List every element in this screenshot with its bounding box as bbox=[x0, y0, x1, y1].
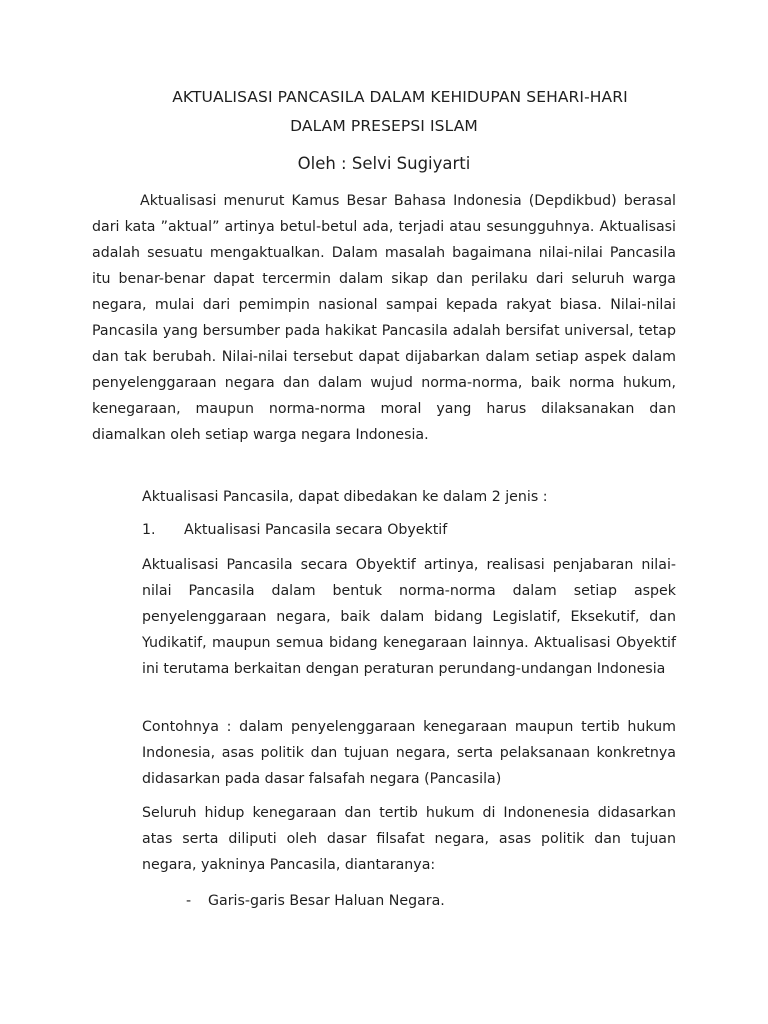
paragraph-intro bbox=[92, 188, 676, 448]
document-title-line2: DALAM PRESEPSI ISLAM bbox=[290, 117, 478, 135]
bullet-item-text: Garis-garis Besar Haluan Negara. bbox=[208, 893, 445, 909]
bullet-list-item bbox=[186, 888, 676, 914]
author-line: Oleh : Selvi Sugiyarti bbox=[297, 154, 471, 173]
document-title-line1: AKTUALISASI PANCASILA DALAM KEHIDUPAN SEHARI-HARI bbox=[172, 88, 628, 106]
paragraph-objective: Aktualisasi Pancasila secara Obyektif artinya, realisasi penjabaran nilai-nilai Pancasila dalam bentuk norma-norma dalam setiap aspek penyelenggaraan negara, baik dalam bidang Legislatif, Eksekutif, dan Yudikatif, maupun semua bidang kenegaraan lainnya. Aktualisasi Obyektif ini terutama berkaitan dengan peraturan perundang-undangan Indonesia bbox=[142, 557, 676, 677]
bullet-dash: - bbox=[186, 893, 192, 909]
list-item-text: Aktualisasi Pancasila secara Obyektif bbox=[184, 522, 448, 538]
paragraph-intro-text: Aktualisasi menurut Kamus Besar Bahasa Indonesia (Depdikbud) berasal dari kata ”aktual” artinya betul-betul ada, terjadi atau sesungguhnya. Aktualisasi adalah sesuatu mengaktualkan. Dalam masalah bagaimana nilai-nilai Pancasila itu benar-benar dapat tercermin dalam sikap dan perilaku dari seluruh warga negara, mulai dari pemimpin nasional sampai kepada rakyat biasa. Nilai-nilai Pancasila yang bersumber pada hakikat Pancasila adalah bersifat universal, tetap dan tak berubah. Nilai‑nilai tersebut dapat dijabarkan dalam setiap aspek dalam penyelenggaraan negara dan dalam wujud norma‑norma, baik norma hukum, kenegaraan, maupun norma‑norma moral yang harus dilaksanakan dan diamalkan oleh setiap warga negara Indonesia. bbox=[92, 193, 676, 443]
paragraph-example: Contohnya : dalam penyelenggaraan kenegaraan maupun tertib hukum Indonesia, asas politik dan tujuan negara, serta pelaksanaan konkretnya didasarkan pada dasar falsafah negara (Pancasila) bbox=[142, 719, 676, 787]
list-number: 1. bbox=[142, 522, 156, 538]
paragraph-state-life: Seluruh hidup kenegaraan dan tertib hukum di Indonenesia didasarkan atas serta diliputi oleh dasar filsafat negara, asas politik dan tujuan negara, yakninya Pancasila, diantaranya: bbox=[142, 805, 676, 873]
paragraph-types: Aktualisasi Pancasila, dapat dibedakan ke dalam 2 jenis : bbox=[142, 489, 548, 505]
numbered-list-item bbox=[142, 517, 676, 543]
